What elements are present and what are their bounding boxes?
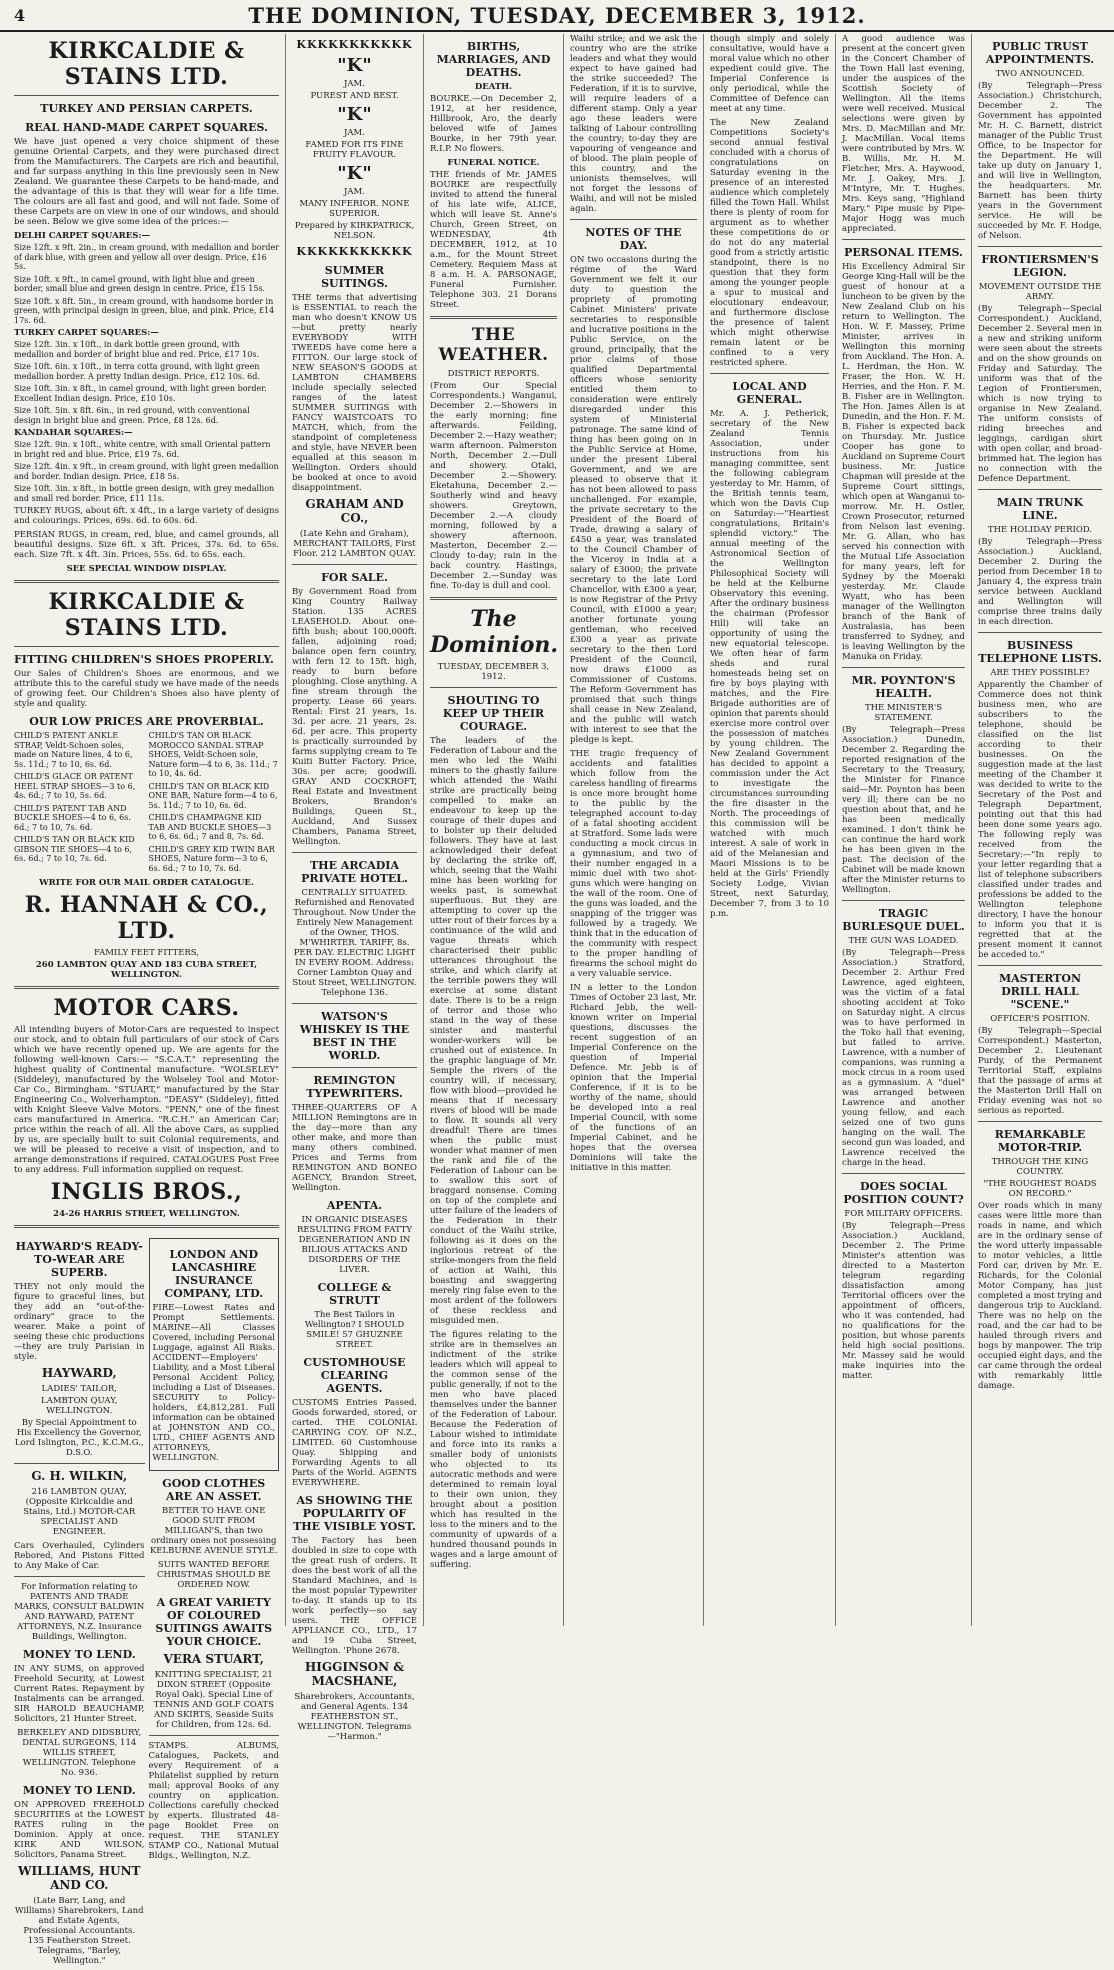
dateline: TUESDAY, DECEMBER 3, 1912. [437, 662, 550, 682]
list-item: CHILD'S CHAMPAGNE KID TAB AND BUCKLE SHOES—3 to 6, 6s. 6d.; 7 and 8, 7s. 6d. [148, 813, 272, 841]
inglis-title: INGLIS BROS., [50, 1179, 243, 1205]
graham-text: (Late Kehn and Graham), MERCHANT TAILORS, First Floor. 212 LAMBTON QUAY. [293, 529, 416, 559]
hayward-appointment: By Special Appointment to His Excellency the Governor, Lord Islington, P.C., K.C.M.G., D.S.O. [14, 1418, 144, 1458]
summer-heading: SUMMER SUITINGS. [321, 264, 388, 290]
drill-text: (By Telegraph—Special Correspondent.) Masterton, December 2. Lieutenant Purdy, of the Permanent Territorial Staff, explains that the passage of arms at the Masterton Drill Hall on Friday evening was not so serious as reported. [978, 1026, 1102, 1116]
kandahar-list [14, 440, 279, 503]
turkey-list [14, 340, 279, 425]
yost-heading: AS SHOWING THE POPULARITY OF THE VISIBLE YOST. [293, 1494, 416, 1533]
trunk-subheading: THE HOLIDAY PERIOD. [987, 525, 1093, 535]
drill-subheading: OFFICER'S POSITION. [990, 1014, 1090, 1024]
shoe-list-right [149, 731, 280, 873]
arcadia-text: CENTRALLY SITUATED. Refurnished and Renovated Throughout. Now Under the Entirely New Management of the Owner, THOS. M'WHIRTER. TARIFF, 8s. PER DAY. ELECTRIC LIGHT IN EVERY ROOM. Address: Corner Lambton Quay and Stout Street, WELLINGTON. Telephone 136. [292, 888, 417, 998]
social-subheading: FOR MILITARY OFFICERS. [844, 1209, 963, 1219]
page-header [0, 0, 1114, 32]
money-text-2: ON APPROVED FREEHOLD SECURITIES at the LOWEST RATES ruling in the Dominion. Apply at once. KIRK AND WILSON, Solicitors, Panama Street. [14, 1800, 145, 1860]
motor-text: All intending buyers of Motor-Cars are requested to inspect our stock, and to obtain full particulars of our stock of Cars which we have recently opened up. We are agents for the following well-known Cars:— "S.C.A.T." representing the highest quality of Continental manufacture. "WOLSELEY" (Siddeley), manufactured by the Wolseley Tool and Motor-Car Co., Birmingham. "STUART," manufactured by the Star Engineering Co., Wolverhampton. "DEASY" (Siddeley), fitted with Knight Sleeve Valve Motors. "PENN," one of the finest cars manufactured in America. "R.C.H." an American Car; price within the reach of all. All the above Cars, as supplied by us, are specially built to suit Colonial requirements, and we will be pleased to receive a visit of inspection, and to arrange demonstrations if required. CATALOGUES Post Free to any address. Full information supplied on request. [14, 1025, 279, 1175]
hannah-address: 260 LAMBTON QUAY AND 183 CUBA STREET, WELLINGTON. [35, 960, 258, 980]
notes-text: ON two occasions during the régime of the Ward Government we felt it our duty to question the propriety of promoting Cabinet Ministers' private secretaries to responsible and lucrative positions in the Public Service, on the ground, principally, that the prior claims of those qualified Departmental officers whose seniority entitled them to consideration were entirely disregarded under this system of Ministerial patronage. The same kind of thing has been going on in the Public Service at Home, under the present Liberal Government, and we are pleased to observe that it has not been allowed to pass unchallenged. For example, the private secretary to the President of the Board of Trade, drawing a salary of £450 a year, was translated to the Council Chamber of the Viceroy in India at a salary of £3000; the private secretary to the late Lord Chancellor, with £300 a year, is now Registrar of the Privy Council, with £1000 a year; another fortunate young gentleman, who received £300 a year as private secretary to the then Lord President of the Council, now draws £1000 as Commissioner of Customs. The Reform Government has promised that such things shall cease in New Zealand, and the public will watch with interest to see that the pledge is kept. [570, 255, 697, 745]
prepared-label: Prepared by KIRKPATRICK, NELSON. [294, 221, 415, 241]
columns [8, 34, 1108, 1966]
london-insurance-ad [149, 1238, 280, 1471]
vera-text: KNITTING SPECIALIST, 21 DIXON STREET (Opposite Royal Oak). Special Line of TENNIS AND GOLF COATS AND SKIRTS, Seaside Suits for Children, from 12s. 6d. [153, 1670, 274, 1730]
williams-heading: WILLIAMS, HUNT AND CO. [18, 1864, 141, 1892]
weather-subheading: DISTRICT REPORTS. [447, 369, 540, 379]
carpets-intro: We have just opened a very choice shipment of these genuine Oriental Carpets, and they were purchased direct from the Manufacturers. The Carpets are rich and beautiful, and far surpass anything in this line previously seen in New Zealand. We guarantee these Carpets to be hand-made, and the advantage of this is that they will wear for a life time. The colours are all fast and good, and will not fade. Some of these Carpets are on view in one of our windows, and should be seen. Below we give some idea of the prices:— [14, 137, 279, 227]
list-item: Size 12ft. x 9ft. 2in., in cream ground, with medallion and border of dark blue, with green and yellow all over design. Price, £16 5s. [14, 243, 280, 271]
higginson-heading: HIGGINSON & MACSHANE, [304, 1660, 405, 1688]
leader-text-2: The figures relating to the strike are in themselves an indictment of the strike leaders which will appeal to the common sense of the public generally, if not to the men who have placed themselves under the banner of the Federation of Labour. Because the Federation of Labour wished to intimidate and force into its ranks a smaller body of unionists who objected to its autocratic methods and were determined to remain loyal to their own union, they brought about a position which has resulted in the loss to the miners and to the community of upwards of a hundred thousand pounds in wages and a large amount of suffering. [430, 1330, 557, 1570]
trunk-text: (By Telegraph—Press Association.) Auckland, December 2. During the period from December 18 to January 4, the express train service between Auckland and Wellington will comprise three trains daily in each direction. [978, 537, 1102, 627]
delhi-heading: DELHI CARPET SQUARES:— [14, 231, 150, 241]
list-item: Size 10ft. 6in. x 10ft., in terra cotta ground, with light green medallion border. A pretty Indian design. Price, £12 10s. 6d. [14, 362, 260, 381]
k-border-top: KKKKKKKKKKK [296, 38, 413, 51]
hannah-title: R. HANNAH & CO., LTD. [24, 892, 269, 944]
graham-name: GRAHAM AND CO., [305, 497, 404, 525]
milligan-text: BETTER TO HAVE ONE GOOD SUIT FROM MILLIGAN'S, than two ordinary ones not possessing KELBURNE AVENUE STYLE. [149, 1506, 278, 1556]
turkey-rugs: TURKEY RUGS, about 6ft. x 4ft., in a large variety of designs and colourings. Prices, 69s. 6d. to 60s. 6d. [14, 506, 279, 526]
money-heading-1: MONEY TO LEND. [22, 1648, 136, 1661]
shoe-lists [14, 731, 279, 876]
weather-heading: THE WEATHER. [438, 325, 549, 365]
social-text: (By Telegraph—Press Association.) Auckland, December 2. The Prime Minister's attention was directed to a Masterton telegram regarding dissatisfaction among Territorial officers over the appointment of officers, who it was contended, had no qualifications for the position, but whose parents held high social positions. Mr. Massey said he would make inquiries into the matter. [842, 1221, 965, 1381]
phone-subheading: ARE THEY POSSIBLE? [990, 668, 1090, 678]
berkeley-text: BERKELEY AND DIDSBURY, DENTAL SURGEONS, 114 WILLIS STREET, WELLINGTON. Telephone No. 936. [17, 1728, 142, 1778]
college-heading: COLLEGE & STRUTT [317, 1281, 392, 1307]
death-heading: DEATH. [474, 82, 513, 92]
burlesque-subheading: THE GUN WAS LOADED. [848, 936, 959, 946]
london-text: FIRE—Lowest Rates and Prompt Settlements. MARINE—All Classes Covered, including Personal Luggage, against All Risks. ACCIDENT—Employers' Liability, and a Most Liberal Personal Accident Policy, including a List of Diseases. SECURITY to Policy-holders, £4,812,281. Full information can be obtained at JOHNSTON AND CO., LTD., CHIEF AGENTS AND ATTORNEYS, WELLINGTON. [152, 1303, 275, 1463]
arcadia-heading: THE ARCADIA PRIVATE HOTEL. [301, 859, 408, 885]
page-title: THE DOMINION, TUESDAY, DECEMBER 3, 1912. [248, 3, 866, 28]
wilkin-address: 216 LAMBTON QUAY, (Opposite Kirkcaldie and Stains, Ltd.) MOTOR-CAR SPECIALIST AND ENGINEER. [23, 1487, 136, 1537]
list-item: Size 12ft. 9in. x 10ft., white centre, with small Oriental pattern in bright red and blue. Price, £19 7s. 6d. [14, 440, 271, 459]
jam-label-3: JAM. [344, 187, 365, 197]
carpets-heading: TURKEY AND PERSIAN CARPETS. [40, 102, 253, 115]
trip-heading: REMARKABLE MOTOR-TRIP. [994, 1128, 1086, 1154]
yost-text: The Factory has been doubled in size to cope with the great rush of orders. It does the best work of all the Standard Machines, and is the most popular Typewriter to-day. It stands up to its work perfectly—so say users. THE OFFICE APPLIANCE CO., LTD., 17 and 19 Cuba Street, Wellington. 'Phone 2678. [292, 1536, 417, 1656]
williams-text: (Late Barr, Lang, and Williams) Sharebrokers, Land and Estate Agents, Professional Accountants. 135 Featherston Street. Telegrams, "Barley, Wellington." [14, 1896, 144, 1966]
famed-label: FAMED FOR ITS FINE FRUITY FLAVOUR. [305, 140, 404, 160]
weather-text: (From Our Special Correspondents.) Wanganui, December 2.—Showers in the early morning; fine afterwards. Feilding, December 2.—Hazy weather; warm afternoon. Palmerston North, December 2.—Dull and showery. Otaki, December 2.—Showery. Eketahuna, December 2.—Southerly wind and heavy showers. Greytown, December 2.—A cloudy morning, followed by a showery afternoon. Masterton, December 2.—Cloudy to-day; rain in the back country. Hastings, December 2.—Sunday was fine. To-day is dull and cool. [430, 381, 557, 591]
summer-text: THE terms that advertising is ESSENTIAL to reach the man who doesn't KNOW US—but pretty nearly EVERYBODY WITH TWEEDS have come here a FITTON. Our large stock of NEW SEASON'S GOODS at LAMBTON CHAMBERS include specially selected ranges of the latest SUMMER SUITINGS with FANCY WAISTCOATS TO MATCH, which, from the standpoint of completeness and style, have NEVER been equalled at this season in Wellington. Orders should be booked at once to avoid disappointment. [292, 293, 417, 493]
list-item: CHILD'S TAN OR BLACK MOROCCO SANDAL STRAP SHOES, Veldt-Schoen sole, Nature form—4 to 6, 3s. 11d.; 7 to 10, 4s. 6d. [148, 731, 278, 778]
forsale-text: By Government Road from King Country Railway Station. 135 ACRES LEASEHOLD. About one-fifth bush; about 100,000ft. fallen, adjoining road; balance open fern country, with fern 12 to 15ft. high, ready to burn before ploughing. Close anything. A fine stream through the property. Lease 66 years. Rental: First 21 years, 1s. 3d. per acre. 21 years, 2s. 6d. per acre. This property is practically surrounded by farms supplying cream to Te Kuiti Butter Factory. Price, 30s. per acre; goodwill. GRAY AND COCKROFT, Real Estate and Investment Brokers, Brandon's Buildings, Queen St., Auckland, And Sussex Chambers, Panama Street, Wellington. [292, 587, 417, 847]
list-item: Size 12ft. 3in. x 10ft., in dark bottle green ground, with medallion and border of bright blue and red. Price, £17 10s. [14, 340, 259, 359]
column-advertisements [8, 34, 286, 1966]
college-text: The Best Tailors in Wellington? I SHOULD SMILE! 57 GHUZNEE STREET. [304, 1310, 405, 1350]
list-item: CHILD'S GLACE OR PATENT HEEL STRAP SHOES—3 to 6, 4s. 6d.; 7 to 10, 5s. 6d. [14, 772, 136, 800]
apenta-text: IN ORGANIC DISEASES RESULTING FROM FATTY DEGENERATION AND IN BILIOUS ATTACKS AND DISORDERS OF THE LIVER. [296, 1215, 413, 1275]
list-item: Size 10ft. x 8ft. 5in., in cream ground, with handsome border in green, with principal design in green, blue, and pink. Price, £14 17s. 6d. [14, 296, 275, 325]
stamps-text: STAMPS. ALBUMS, Catalogues, Packets, and every Requirement of a Philatelist supplied by return mail; approval Books of any country on application. Collections carefully checked by experts. Illustrated 48-page Booklet Free on request. THE STANLEY STAMP CO., National Mutual Bldgs., Wellington, N.Z. [148, 1741, 279, 1861]
customs-heading: CUSTOMHOUSE CLEARING AGENTS. [303, 1356, 406, 1395]
leader-heading: SHOUTING TO KEEP UP THEIR COURAGE. [442, 694, 545, 733]
poynton-text: (By Telegraph—Press Association.) Dunedin, December 2. Regarding the reported resignation of the Secretary to the Treasury, the Minister for Finance said—Mr. Poynton has been very ill; there can be no question about that, and he has been medically examined. I don't think he can continue the hard work he has been given in the past. The decision of the Cabinet will be made known after the Minister returns to Wellington. [842, 725, 965, 895]
k-letter-2: "K" [337, 104, 372, 125]
phone-text: Apparently the Chamber of Commerce does not think business men, who are subscribers to the telephone, should be classified on the list according to their businesses. On the suggestion made at the last meeting of the Chamber it was decided to write to the Secretary of the Post and Telegraph Department, pointing out that this had been done some years ago. The following reply was received from the Secretary:—"In reply to your letter regarding that a list of telephone subscribers classified under trades and professions be added to the Wellington telephone directory, I have the honour to inform you that it is regretted that at the present moment it cannot be acceded to." [978, 680, 1102, 960]
kandahar-heading: KANDAHAR SQUARES:— [14, 428, 133, 438]
jam-label-2: JAM. [344, 128, 365, 138]
carpets-subheading: REAL HAND-MADE CARPET SQUARES. [25, 121, 268, 134]
notes-text-3: IN a letter to the London Times of October 23 last, Mr. Richard Jebb, the well-known writer on Imperial questions, discusses the recent suggestion of an Imperial Conference on the question of Imperial Defence. Mr. Jebb is of opinion that the Imperial Conference, if it is to be worthy of the name, should be developed into a real Imperial Council, with some of the functions of an Imperial Cabinet, and he hopes that the oversea Dominions will take the initiative in this matter. [570, 983, 697, 1173]
poynton-heading: MR. POYNTON'S HEALTH. [851, 674, 956, 700]
column-notices-leader [424, 34, 564, 1626]
purest-label: PUREST AND BEST. [310, 91, 399, 101]
column-k-jam-ads [286, 34, 424, 1742]
window-display: SEE SPECIAL WINDOW DISPLAY. [66, 564, 227, 574]
hayward-role: LADIES' TAILOR, [41, 1384, 117, 1394]
trip-text: Over roads which in many cases were little more than roads in name, and which are in the ordinary sense of the word utterly impassable to motor vehicles, a little Ford car, driven by Mr. E. Richards, for the Colonial Motor Company, has just completed a most trying and dangerous trip to Auckland. There was no help on the road, and the car had to be hauled through rivers and bogs by manpower. The trip occupied eight days, and the car came through the ordeal with remarkably little damage. [978, 1201, 1102, 1391]
hayward-heading: HAYWARD'S READY-TO-WEAR ARE SUPERB. [15, 1240, 143, 1279]
turkey-heading: TURKEY CARPET SQUARES:— [14, 328, 159, 338]
frontier-subheading: MOVEMENT OUTSIDE THE ARMY. [978, 282, 1102, 302]
death-text: BOURKE.—On December 2, 1912, at her residence, Hillbrook, Aro, the dearly beloved wife of James Bourke, in her 79th year. R.I.P. No flowers. [430, 94, 557, 154]
leader-text: The leaders of the Federation of Labour and the men who led the Waihi miners to the ghastly failure which attended the Waihi strike are practically being compelled to make an endeavour to keep up the courage of their dupes and to bolster up their deluded followers. They have at last acknowledged their defeat by declaring the strike off, which, seeing that the Waihi mine has been working for weeks past, is somewhat superfluous. But they are attempting to cover up the utter rout of their forces by a continuance of the wild and vague threats which characterised their public utterances throughout the strike, and which clarify at the terrible powers they will exercise at some distant date. There is to be a reign of terror and those who stand in the way of these sinister and masterful wonder-workers will be crushed out of existence. In the graphic language of Mr. Semple the rivers of the country will, if necessary, flow with blood—provided he means that if necessary rivers of blood will be made to flow. It sounds all very dreadful! There are times when the public must wonder what manner of men the rank and file of the Federation of Labour can be to swallow this sort of braggard nonsense. Coming on top of the complete and utter failure of the leaders of the Federation in their conduct of the Waihi strike, following as it does on the inglorious retreat of the strike-mongers from the field of action at Waihi, this boasting and swaggering merely ring false even to the most ardent of the followers of these reckless and misguided men. [430, 736, 557, 1326]
page-number: 4 [14, 6, 26, 25]
public-trust-text: (By Telegraph—Press Association.) Christchurch, December 2. The Government has appointed Mr. H. C. Barnett, district manager of the Public Trust Office, to be Inspector for the Department. He will take up duty on January 1, and will live in Wellington, the headquarters. Mr. Barnett has been thirty years in the Government service. He will be succeeded by Mr. F. Hodge, of Nelson. [978, 81, 1102, 241]
list-item: Size 10ft. 3in. x 8ft., in camel ground, with light green border. Excellent Indian design. Price, £10 10s. [14, 384, 267, 403]
trunk-heading: MAIN TRUNK LINE. [996, 496, 1084, 522]
shoes-text: Our Sales of Children's Shoes are enormous, and we attribute this to the careful study we have made of the needs of growing feet. Our Children's Shoes also have plenty of style and quality. [14, 669, 279, 709]
list-item: Size 10ft. 5in. x 8ft. 6in., in red ground, with conventional design in bright blue and green. Price, £8 12s. 6d. [14, 406, 250, 425]
hannah-subtitle: FAMILY FEET FITTERS, [93, 948, 200, 958]
persian-rugs: PERSIAN RUGS, in cream, red, blue, and camel grounds, all beautiful designs. Size 6ft. x 3ft. Prices, 37s. 6d. to 65s. each. Size 7ft. x 4ft. 3in. Prices, 55s. 6d. to 65s. each. [14, 530, 279, 560]
delhi-list [14, 243, 279, 325]
money-heading-2: MONEY TO LEND. [22, 1784, 136, 1797]
list-item: Size 12ft. 4in. x 9ft., in cream ground, with light green medallion and border. Indian design. Price, £18 5s. [14, 462, 279, 481]
funeral-heading: FUNERAL NOTICE. [447, 158, 540, 168]
forsale-heading: FOR SALE. [321, 571, 388, 584]
money-text-1: IN ANY SUMS, on approved Freehold Security, at Lowest Current Rates. Repayment by Instalments can be arranged. SIR HAROLD BEAUCHAMP, Solicitors, 21 Hunter Street. [14, 1664, 145, 1724]
list-item: Size 10ft. 3in. x 8ft., in bottle green design, with grey medallion and small red border. Price, £11 11s. [14, 484, 275, 503]
kirkcaldie-title-2: KIRKCALDIE & STAINS LTD. [48, 589, 245, 641]
k-letter-1: "K" [337, 55, 372, 76]
hayward-address: LAMBTON QUAY, WELLINGTON. [41, 1396, 118, 1416]
list-item: CHILD'S PATENT TAB AND BUCKLE SHOES—4 to 6, 6s. 6d.; 7 to 10, 7s. 6d. [14, 803, 131, 832]
local-text: Mr. A. J. Petherick, secretary of the New Zealand Tennis Association, under instructions from his managing committee, sent the following cablegram yesterday to Mr. Hamm, of the British tennis team, which won the Davis Cup on Saturday:—"Heartiest congratulations, Britain's splendid victory." The annual meeting of the Astronomical Section of the Wellington Philosophical Society will be held at the Kelburne Observatory this evening. After the ordinary business the chairman (Professor Hill) will take an opportunity of using the new equatorial telescope. We often hear of farm sheds and rural homesteads being set on fire by boys playing with matches, and the Fire Brigade authorities are of opinion that parents should exercise more control over the possession of matches by young children. The New Zealand Government has decided to appoint a commission under the Act to investigate the circumstances surrounding the fire disaster in the North. The proceedings of this commission will be watched with much interest. A sale of work in aid of the Melanesian and Maori Missions is to be held at the Girls' Friendly Society Lodge, Vivian Street, next Saturday, December 7, from 3 to 10 p.m. [710, 409, 829, 919]
list-item: CHILD'S GREY KID TWIN BAR SHOES, Nature form—3 to 6, 6s. 6d.; 7 to 10, 7s. 6d. [148, 844, 275, 873]
list-item: Size 10ft. x 9ft., in camel ground, with light blue and green border, small blue and green design in centre. Price, £15 15s. [14, 274, 266, 293]
higginson-text: Sharebrokers, Accountants, and General Agents. 134 FEATHERSTON ST., WELLINGTON. Telegrams—"Harmon." [294, 1692, 415, 1742]
shoes-heading: FITTING CHILDREN'S SHOES PROPERLY. [14, 653, 274, 666]
shoe-list-left [14, 731, 145, 864]
personal-text: His Excellency Admiral Sir George King-Hall will be the guest of honour at a luncheon to be given by the New Zealand Club on his return to Wellington. The Hon. W. F. Massey, Prime Minister, arrives in Wellington this morning from Auckland. The Hon. A. L. Herdman, the Hon. W. Fraser, the Hon. W. H. Herries, and the Hon. F. M. B. Fisher are in Wellington. The Hon. James Allen is at Dunedin, and the Hon. F. M. B. Fisher is expected back on Thursday. Mr. Justice Cooper has gone to Auckland on Supreme Court business. Mr. Justice Chapman will preside at the Supreme Court sittings, which open at Wanganui to-morrow. Mr. H. Ostler, Crown Prosecutor, returned from Nelson last evening. Mr. G. Allan, who has served his connection with the Mutual Life Association for many years, left for Sydney by the Moeraki yesterday. Mr. Claude Wyatt, who has been manager of the Wellington branch of the Bank of Australasia, has been transferred to Sydney, and is leaving Wellington by the Manuka on Friday. [842, 262, 965, 662]
notes-text-2: THE tragic frequency of accidents and fatalities which follow from the careless handling of firearms is once more brought home to the public by the telegraphed account to-day of a fatal shooting accident at Stratford. Some lads were conducting a mock circus in a gymnasium, and two of their number engaged in a mimic duel with two shot-guns which were hanging on the wall of the room. One of the guns was loaded, and the snapping of the trigger was followed by a tragedy. We think that in the education of the community with respect to the proper handling of firearms the school might do a very valuable service. [570, 749, 697, 979]
col1-lower [14, 1234, 279, 1970]
public-trust-subheading: TWO ANNOUNCED. [995, 69, 1085, 79]
dominion-masthead: The Dominion. [430, 606, 559, 658]
phone-heading: BUSINESS TELEPHONE LISTS. [978, 639, 1102, 665]
social-heading: DOES SOCIAL POSITION COUNT? [843, 1180, 964, 1206]
clothes-heading: GOOD CLOTHES ARE AN ASSET. [162, 1477, 266, 1503]
kirkcaldie-title: KIRKCALDIE & STAINS LTD. [48, 38, 245, 90]
remington-heading: REMINGTON TYPEWRITERS. [306, 1074, 403, 1100]
mail-order: WRITE FOR OUR MAIL ORDER CATALOGUE. [39, 878, 254, 888]
burlesque-heading: TRAGIC BURLESQUE DUEL. [842, 907, 965, 933]
poynton-subheading: THE MINISTER'S STATEMENT. [864, 703, 943, 723]
column-telegrams [972, 34, 1108, 1626]
column-notes [564, 34, 704, 1626]
motor-title: MOTOR CARS. [53, 995, 240, 1021]
col6-top-text: A good audience was present at the concert given in the Concert Chamber of the Town Hall last evening, under the auspices of the Scottish Society of Wellington. All the items were well received. Musical selections were given by Mrs. D. MacMillan and Mr. J. MacMillan. Vocal items were contributed by Mrs. W. B. Willis, Mr. H. M. Fletcher, Mrs. A. Haywood, Mr. J. Oakey, Mrs. J. M'Intyre, Mr. T. Hughes. Mrs. Keys sang, "Highland Mary." Pipe music by Pipe-Major Hogg was much appreciated. [842, 34, 965, 234]
funeral-text: THE friends of Mr. JAMES BOURKE are respectfully invited to attend the funeral of his late wife, ALICE, which will leave St. Anne's Church, Green Street, on WEDNESDAY, 4th DECEMBER, 1912, at 10 a.m., for the Mount Street Cemetery. Requiem Mass at 8 a.m. H. A. PARSONAGE, Funeral Furnisher. Telephone 303. 21 Dorans Street. [430, 170, 557, 310]
suits-text: SUITS WANTED BEFORE CHRISTMAS SHOULD BE ORDERED NOW. [156, 1560, 271, 1590]
frontier-heading: FRONTIERSMEN'S LEGION. [981, 253, 1099, 279]
jam-label-1: JAM. [344, 79, 365, 89]
hayward-name: HAYWARD, [41, 1366, 117, 1380]
drill-heading: MASTERTON DRILL HALL "SCENE." [999, 972, 1081, 1011]
patents-text: For Information relating to PATENTS AND TRADE MARKS, CONSULT BALDWIN AND RAYWARD, PATENT ATTORNEYS, N.Z. Insurance Buildings, Wellington. [14, 1582, 145, 1642]
london-heading: LONDON AND LANCASHIRE INSURANCE COMPANY, LTD. [164, 1248, 264, 1300]
list-item: CHILD'S PATENT ANKLE STRAP, Veldt-Schoen soles, made on Nature lines, 4 to 6, 5s. 11d.; 7 to 10, 6s. 6d. [14, 731, 133, 769]
trip-subheading: THROUGH THE KING COUNTRY. [991, 1157, 1089, 1177]
wilkin-name: G. H. WILKIN, [31, 1469, 128, 1483]
burlesque-text: (By Telegraph—Press Association.) Stratford, December 2. Arthur Fred Lawrence, aged eighteen, was the victim of a fatal shooting accident at Toko on Saturday night. A circus was to have performed in the Toko hall that evening, but failed to arrive. Lawrence, with a number of companions, was running a mock circus in a room used as a gymnasium. A "duel" was arranged between Lawrence and another young fellow, and each seized one of two guns hanging on the wall. The second gun was loaded, and Lawrence received the charge in the head. [842, 948, 965, 1168]
competitions-text: The New Zealand Competitions Society's second annual festival concluded with a chorus of congratulations on Saturday evening in the presence of an interested audience which completely filled the Town Hall. Whilst there is plenty of room for argument as to whether these competitions do or do not do any material good from a strictly artistic standpoint, there is no question that they form among the younger people a spur to musical and elocutionary endeavour, and furthermore disclose the presence of talent which might otherwise remain latent or be confined to a very restricted sphere. [710, 118, 829, 368]
trip-subheading-2: "THE ROUGHEST ROADS ON RECORD." [983, 1179, 1097, 1199]
apenta-heading: APENTA. [326, 1199, 383, 1212]
public-trust-heading: PUBLIC TRUST APPOINTMENTS. [985, 40, 1095, 66]
col5-top-text: though simply and solely consultative, would have a moral value which no other expedient could give. The Imperial Conference is only periodical, while the Committee of Defence can meet at any time. [710, 34, 829, 114]
k-border-bottom: KKKKKKKKKKK [296, 245, 413, 258]
k-letter-3: "K" [337, 163, 372, 184]
notes-heading: NOTES OF THE DAY. [585, 226, 682, 252]
remington-text: THREE-QUARTERS OF A MILLION Remingtons are in the day—more than any other make, and more than many others combined. Prices and Terms from REMINGTON AND BONEO AGENCY, Brandon Street, Wellington. [292, 1103, 417, 1193]
vera-heading: A GREAT VARIETY OF COLOURED SUITINGS AWAITS YOUR CHOICE. [155, 1596, 273, 1648]
column-personal [836, 34, 972, 1626]
vera-name: VERA STUART, [163, 1652, 264, 1666]
personal-heading: PERSONAL ITEMS. [844, 246, 963, 259]
frontier-text: (By Telegraph—Special Correspondent.) Auckland, December 2. Several men in a new and striking uniform were seen about the streets and on the show grounds on Friday and Saturday. The uniform was that of the Legion of Frontiersmen, which is now trying to organise in New Zealand. The uniform consists of riding breeches and leggings, cardigan shirt with open collar, and broad-brimmed hat. The legion has no connection with the Defence Department. [978, 304, 1102, 484]
list-item: CHILD'S TAN OR BLACK KID GIBSON TIE SHOES—4 to 6, 6s. 6d.; 7 to 10, 7s. 6d. [14, 835, 135, 863]
leader-continued: Waihi strike; and we ask the country who are the strike leaders and what they would expect to have gained had the strike succeeded? The Federation, if it is to survive, will require leaders of a different stamp. Only a year ago these leaders were talking of Labour controlling the country; to-day they are vapouring of vengeance and of blood. The plain people of this country, and the unionists themselves, will not forget the lessons of Waihi, and will not be misled again. [570, 34, 697, 214]
column-local-general [704, 34, 836, 1626]
watson-text: WATSON'S WHISKEY IS THE BEST IN THE WORLD. [299, 1010, 410, 1062]
customs-text: CUSTOMS Entries Passed. Goods forwarded, stored, or carted. THE COLONIAL CARRYING COY. OF N.Z., LIMITED. 60 Customhouse Quay. Shipping and Forwarding Agents to all Parts of the World. AGENTS EVERYWHERE. [292, 1398, 417, 1488]
hayward-text: THEY not only mould the figure to graceful lines, but they add an "out-of-the-ordinary" grace to the wearer. Make a point of seeing these chic productions—they are truly Parisian in style. [14, 1282, 145, 1362]
inferior-label: MANY INFERIOR. NONE SUPERIOR. [299, 199, 410, 219]
list-item: CHILD'S TAN OR BLACK KID ONE BAR, Nature form—4 to 6, 5s. 11d.; 7 to 10, 6s. 6d. [148, 781, 278, 810]
local-heading: LOCAL AND GENERAL. [732, 380, 807, 406]
inglis-address: 24-26 HARRIS STREET, WELLINGTON. [53, 1209, 240, 1219]
shoes-prices-heading: OUR LOW PRICES ARE PROVERBIAL. [29, 715, 264, 728]
wilkin-text: Cars Overhauled, Cylinders Rebored, And Pistons Fitted to Any Make of Car. [14, 1541, 145, 1571]
bmd-heading: BIRTHS, MARRIAGES, AND DEATHS. [436, 40, 551, 79]
